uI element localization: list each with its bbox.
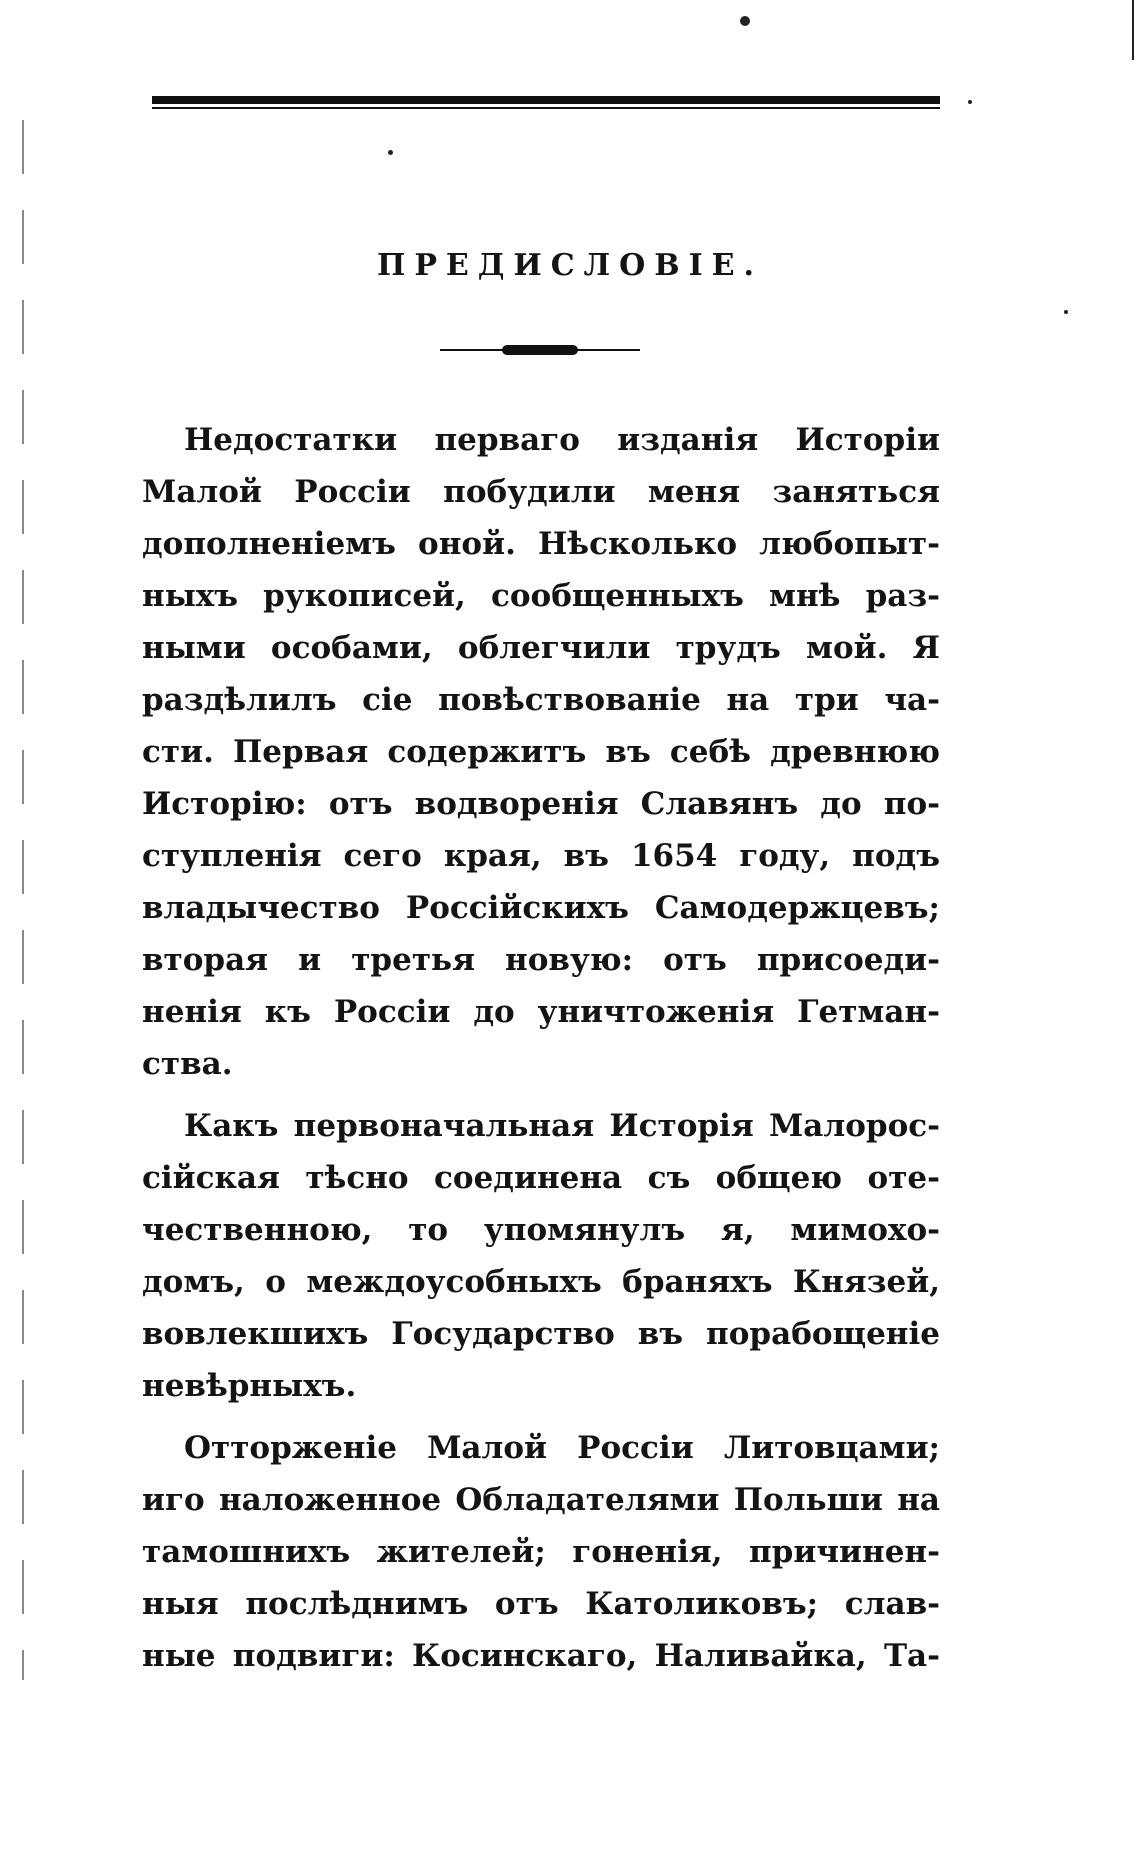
print-speck [388,150,393,155]
text-line: раздѣлилъ сіе повѣствованіе на три ча- [142,682,940,718]
top-rule-thin [152,107,940,109]
text-line: Недостатки перваго изданія Исторіи [184,422,940,458]
text-line: ныя послѣднимъ отъ Католиковъ; слав- [142,1586,940,1622]
text-line: Отторженіе Малой Россіи Литовцами; [184,1430,940,1466]
text-line: ступленія сего края, въ 1654 году, подъ [142,838,940,874]
text-line: домъ, о междоусобныхъ браняхъ Князей, [142,1264,940,1300]
page-heading: ПРЕДИСЛОВІЕ. [376,248,763,283]
text-line: ными особами, облегчили трудъ мой. Я [142,630,940,666]
print-speck [1064,310,1068,314]
heading-ornament [440,344,640,356]
text-line: Какъ первоначальная Исторія Малорос- [184,1108,940,1144]
text-line: чественною, то упомянулъ я, мимохо- [142,1212,940,1248]
page-edge-left [22,120,24,1680]
text-line: владычество Россійскихъ Самодержцевъ; [142,890,940,926]
text-line: иго наложенное Обладателями Польши на [142,1482,940,1518]
text-line: ненія къ Россіи до уничтоженія Гетман- [142,994,940,1030]
text-line: дополненіемъ оной. Нѣсколько любопыт- [142,526,940,562]
print-speck [968,100,972,104]
text-line: тамошнихъ жителей; гоненія, причинен- [142,1534,940,1570]
text-line: вторая и третья новую: отъ присоеди- [142,942,940,978]
paragraph-2 [142,1100,940,1412]
text-line: вовлекшихъ Государство въ порабощеніе [142,1316,940,1352]
body-text [142,414,940,1682]
ornament-knot [502,345,578,355]
text-line: ные подвиги: Косинскаго, Наливайка, Та- [142,1638,940,1674]
text-line: невѣрныхъ. [142,1368,357,1404]
paragraph-1 [142,414,940,1090]
print-speck [740,16,750,26]
page-edge-right [1132,0,1134,60]
text-line: сійская тѣсно соединена съ общею оте- [142,1160,940,1196]
text-line: ныхъ рукописей, сообщенныхъ мнѣ раз- [142,578,940,614]
top-rule-thick [152,96,940,104]
text-line: Исторію: отъ водворенія Славянъ до по- [142,786,940,822]
paragraph-3 [142,1422,940,1682]
text-line: сти. Первая содержитъ въ себѣ древнюю [142,734,940,770]
text-line: ства. [142,1046,233,1082]
text-line: Малой Россіи побудили меня заняться [142,474,940,510]
top-rule [152,96,940,110]
